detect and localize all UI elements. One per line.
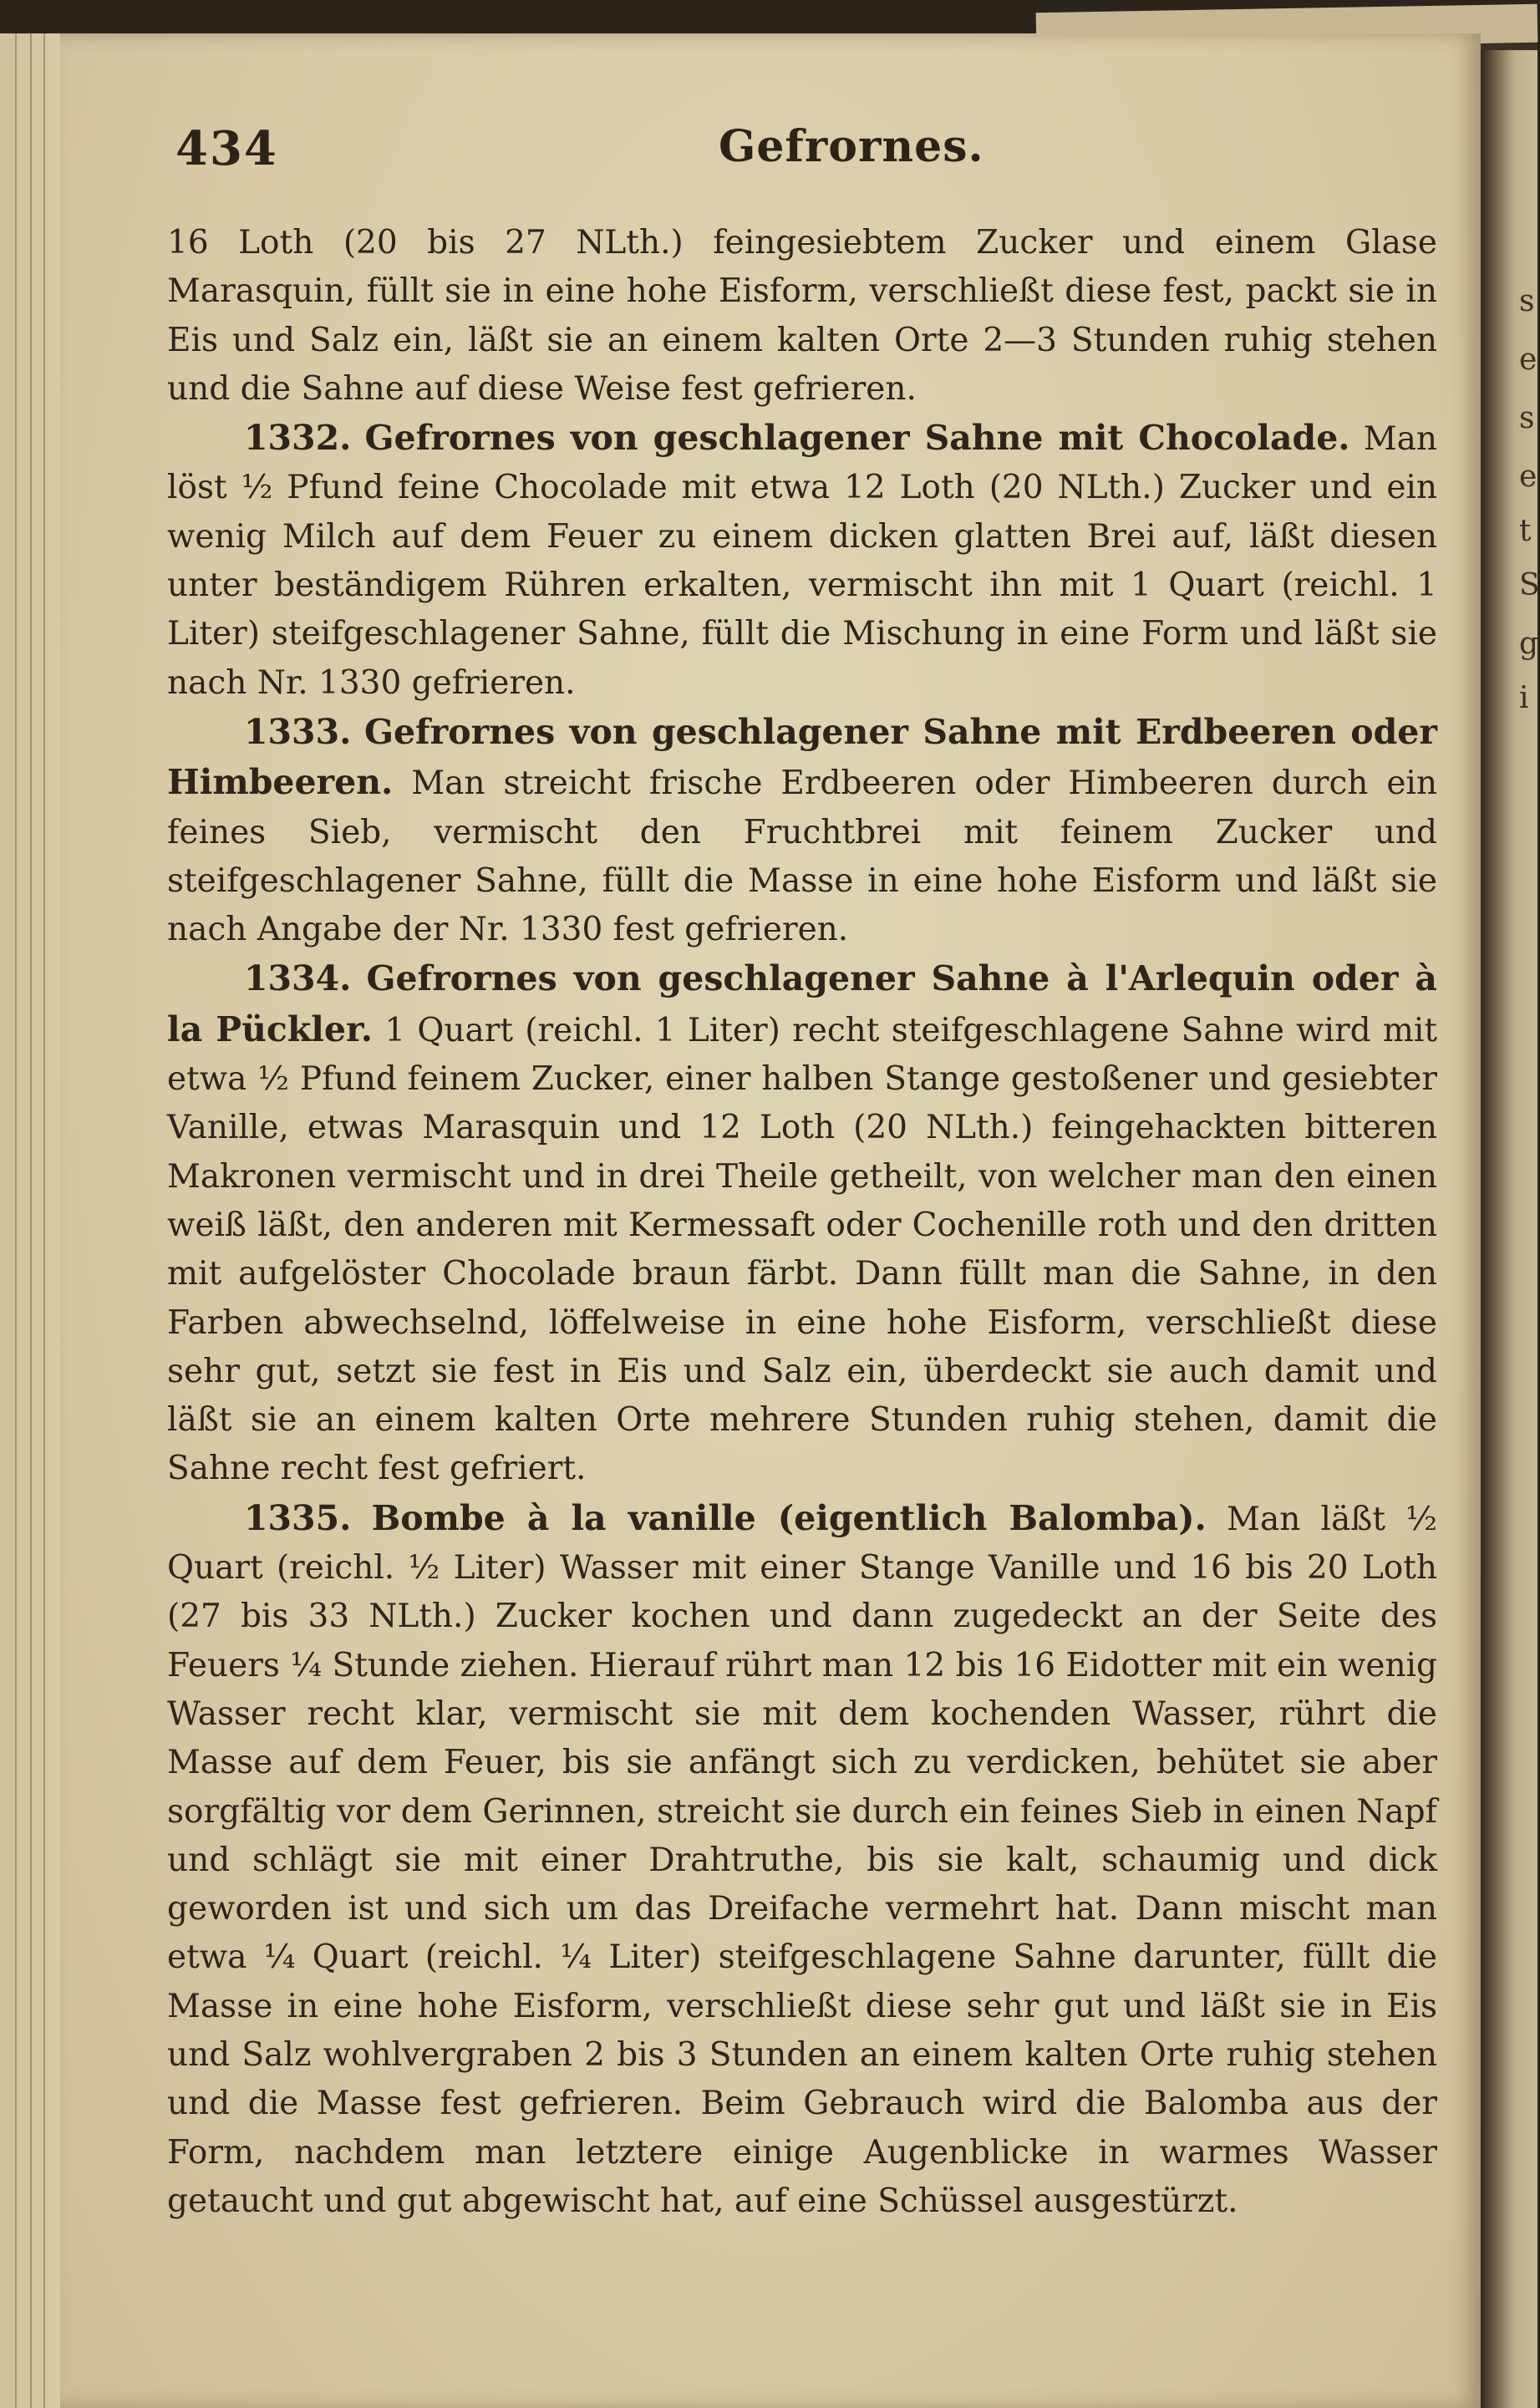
page-edge-line: [15, 33, 17, 2408]
recipe-title: Bombe à la vanille (eigentlich Balomba).: [371, 1497, 1207, 1538]
adjacent-letter: s: [1519, 284, 1535, 318]
recipe-1333: [167, 708, 1437, 954]
adjacent-letter: s: [1519, 401, 1535, 435]
adjacent-letter: i: [1519, 681, 1529, 715]
recipe-number: 1333.: [244, 711, 352, 752]
adjacent-letter: e: [1519, 343, 1537, 377]
running-head: Gefrornes.: [719, 121, 984, 172]
recipe-title: Gefrornes von geschlagener Sahne mit Chocolade.: [364, 418, 1350, 459]
intro-paragraph: 16 Loth (20 bis 27 NLth.) feingesiebtem Zucker und einem Glase Marasquin, füllt sie in eine hohe Eisform, verschließt diese fest, packt sie in Eis und Salz ein, läßt sie an einem kalten Orte 2—3 Stunden ruhig stehen und die Sahne auf diese Weise fest gefrieren.: [167, 224, 1437, 408]
adjacent-page-edge: [1481, 50, 1540, 2408]
recipe-1335: [167, 1494, 1437, 2226]
recipe-body: Man läßt ½ Quart (reichl. ½ Liter) Wasser mit einer Stange Vanille und 16 bis 20 Loth (27 bis 33 NLth.) Zucker kochen und dann zugedeckt an der Seite des Feuers ¼ Stunde ziehen. Hierauf rührt man 12 bis 16 Eidotter mit ein wenig Wasser recht klar, vermischt sie mit dem kochenden Wasser, rührt die Masse auf dem Feuer, bis sie anfängt sich zu verdicken, behütet sie aber sorgfältig vor dem Gerinnen, streicht sie durch ein feines Sieb in einen Napf und schlägt sie mit einer Drahtruthe, bis sie kalt, schaumig und dick geworden ist und sich um das Dreifache vermehrt hat. Dann mischt man etwa ¼ Quart (reichl. ¼ Liter) steifgeschlagene Sahne darunter, füllt die Masse in eine hohe Eisform, verschließt diese sehr gut und läßt sie in Eis und Salz wohlvergraben 2 bis 3 Stunden an einem kalten Orte ruhig stehen und die Masse fest gefrieren. Beim Gebrauch wird die Balomba aus der Form, nachdem man letztere einige Augenblicke in warmes Wasser getaucht und gut abgewischt hat, auf eine Schüssel ausgestürzt.: [167, 1500, 1437, 2220]
adjacent-letter: e: [1519, 460, 1537, 494]
recipe-title: Gefrornes von geschlagener Sahne mit Erdbeeren oder Himbeeren.: [167, 711, 1437, 803]
recipe-number: 1335.: [244, 1497, 352, 1538]
recipe-body: 1 Quart (reichl. 1 Liter) recht steifgeschlagene Sahne wird mit etwa ½ Pfund feinem Zucker, einer halben Stange gestoßener und gesiebter Vanille, etwas Marasquin und 12 Loth (20 NLth.) feingehackten bitteren Makronen vermischt und in drei Theile getheilt, von welcher man den einen weiß läßt, den anderen mit Kermessaft oder Cochenille roth und den dritten mit aufgelöster Chocolade braun färbt. Dann füllt man die Sahne, in den Farben abwechselnd, löffelweise in eine hohe Eisform, verschließt diese sehr gut, setzt sie fest in Eis und Salz ein, überdeckt sie auch damit und läßt sie an einem kalten Orte mehrere Stunden ruhig stehen, damit die Sahne recht fest gefriert.: [167, 1011, 1437, 1488]
page-body: [167, 219, 1437, 2226]
recipe-number: 1334.: [244, 958, 352, 999]
adjacent-letter: g: [1519, 627, 1539, 661]
page-edge-line: [30, 33, 32, 2408]
recipe-1332: [167, 414, 1437, 708]
recipe-title: Gefrornes von geschlagener Sahne à l'Arlequin oder à la Pückler.: [167, 958, 1437, 1049]
adjacent-letter: S: [1519, 568, 1540, 602]
page-edge-line: [43, 33, 45, 2408]
recipe-body: Man löst ½ Pfund feine Chocolade mit etwa 12 Loth (20 NLth.) Zucker und ein wenig Milch auf dem Feuer zu einem dicken glatten Brei auf, läßt diesen unter beständigem Rühren erkalten, vermischt ihn mit 1 Quart (reichl. 1 Liter) steifgeschlagener Sahne, füllt die Mischung in eine Form und läßt sie nach Nr. 1330 gefrieren.: [167, 420, 1437, 702]
recipe-body: Man streicht frische Erdbeeren oder Himbeeren durch ein feines Sieb, vermischt den Fruchtbrei mit feinem Zucker und steifgeschlagener Sahne, füllt die Masse in eine hohe Eisform und läßt sie nach Angabe der Nr. 1330 fest gefrieren.: [167, 765, 1438, 949]
page-number: 434: [175, 121, 278, 176]
recipe-1334: [167, 954, 1437, 1493]
page-header: [175, 121, 1462, 180]
recipe-number: 1332.: [244, 418, 352, 459]
adjacent-letter: t: [1519, 514, 1532, 548]
